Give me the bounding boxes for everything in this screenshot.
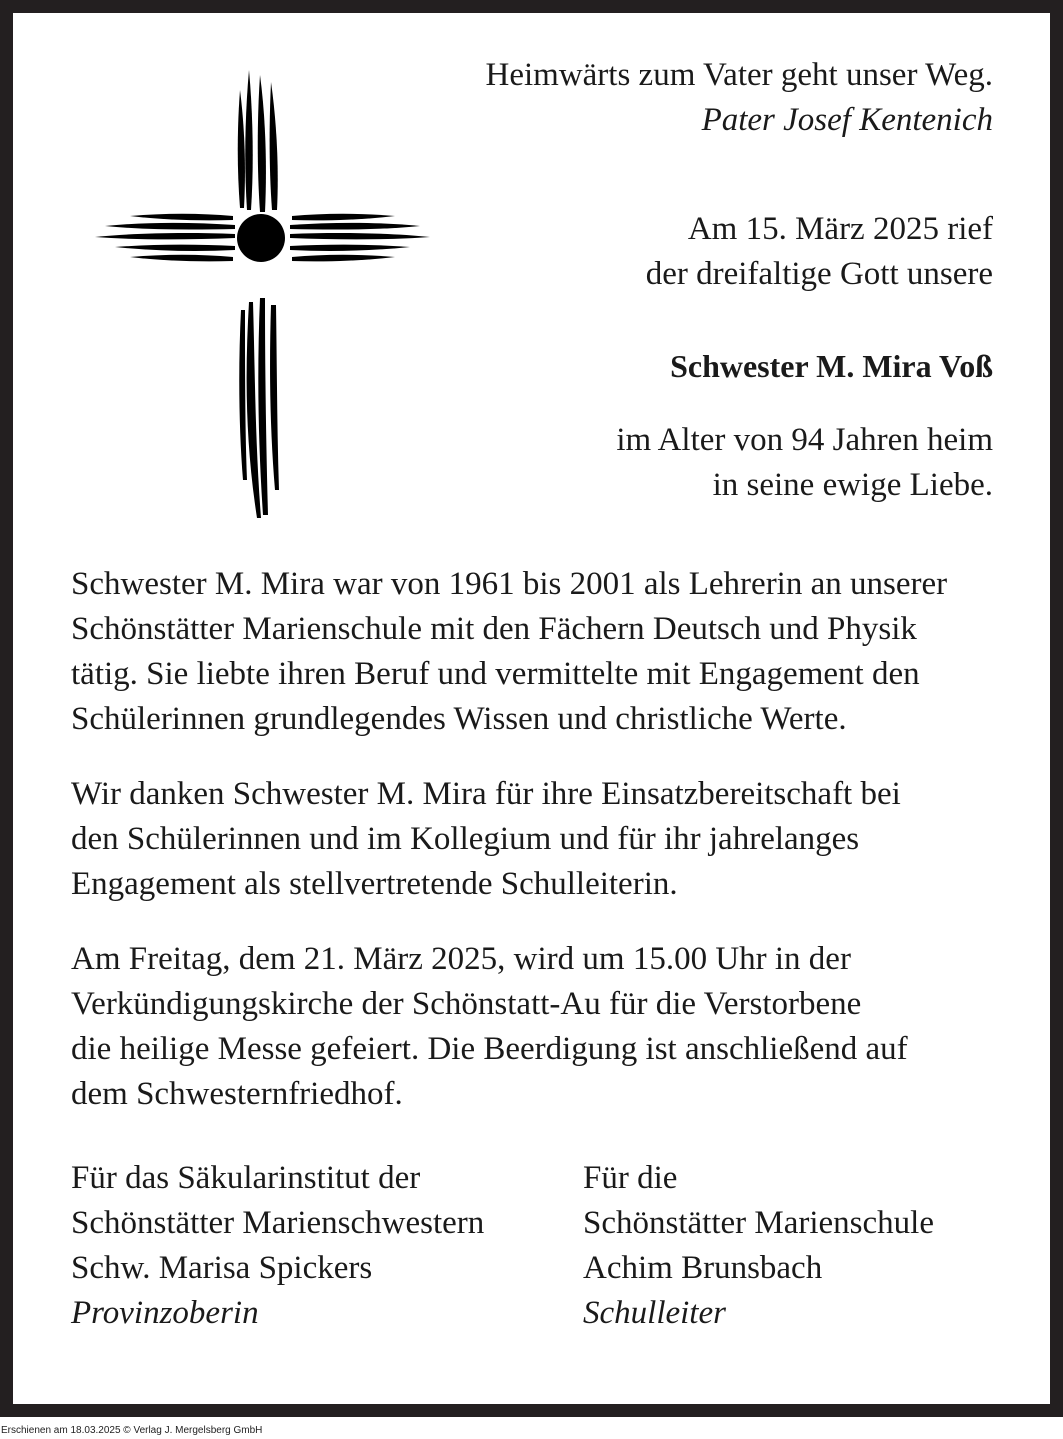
paragraph-line: tätig. Sie liebte ihren Beruf und vermittelte mit Engagement den (71, 656, 920, 692)
deceased-name: Schwester M. Mira Voß (670, 348, 993, 384)
paragraph-line: den Schülerinnen und im Kollegium und für ihr jahrelanges (71, 821, 860, 857)
career-paragraph (71, 562, 993, 742)
paragraph-line: dem Schwesternfriedhof. (71, 1076, 403, 1112)
paragraph-line: Engagement als stellvertretende Schulleiterin. (71, 866, 678, 902)
signature-role: Schulleiter (583, 1295, 726, 1331)
signature-line-1: Für das Säkularinstitut der (71, 1160, 421, 1196)
paragraph-line: Schwester M. Mira war von 1961 bis 2001 als Lehrerin an unserer (71, 566, 948, 602)
age-statement (616, 418, 993, 508)
schoenstatt-cross-icon (95, 70, 430, 520)
thanks-paragraph (71, 772, 993, 907)
signature-line-2: Schönstätter Marienschwestern (71, 1205, 485, 1241)
paragraph-line: Am Freitag, dem 21. März 2025, wird um 15.00 Uhr in der (71, 941, 851, 977)
paragraph-line: Verkündigungskirche der Schönstatt-Au für die Verstorbene (71, 986, 862, 1022)
publication-footer: Erschienen am 18.03.2025 © Verlag J. Mergelsberg GmbH (1, 1425, 263, 1436)
signature-line-2: Schönstätter Marienschule (583, 1205, 934, 1241)
quote-block (486, 53, 994, 143)
announcement-line-2: der dreifaltige Gott unsere (645, 256, 993, 292)
announcement-line-1: Am 15. März 2025 rief (687, 211, 993, 247)
signature-person: Achim Brunsbach (583, 1250, 823, 1286)
signature-line-1: Für die (583, 1160, 678, 1196)
announcement-line-4: in seine ewige Liebe. (712, 467, 993, 503)
quote-author: Pater Josef Kentenich (701, 102, 993, 138)
signature-role: Provinzoberin (71, 1295, 259, 1331)
signature-school (583, 1156, 934, 1336)
paragraph-line: die heilige Messe gefeiert. Die Beerdigung ist anschließend auf (71, 1031, 908, 1067)
funeral-paragraph (71, 937, 993, 1117)
quote-text: Heimwärts zum Vater geht unser Weg. (485, 57, 993, 93)
paragraph-line: Wir danken Schwester M. Mira für ihre Einsatzbereitschaft bei (71, 776, 901, 812)
paragraph-line: Schönstätter Marienschule mit den Fächern Deutsch und Physik (71, 611, 917, 647)
signature-person: Schw. Marisa Spickers (71, 1250, 373, 1286)
signature-institute (71, 1156, 484, 1336)
announcement-line-3: im Alter von 94 Jahren heim (616, 422, 993, 458)
paragraph-line: Schülerinnen grundlegendes Wissen und christliche Werte. (71, 701, 847, 737)
death-announcement (646, 207, 993, 297)
